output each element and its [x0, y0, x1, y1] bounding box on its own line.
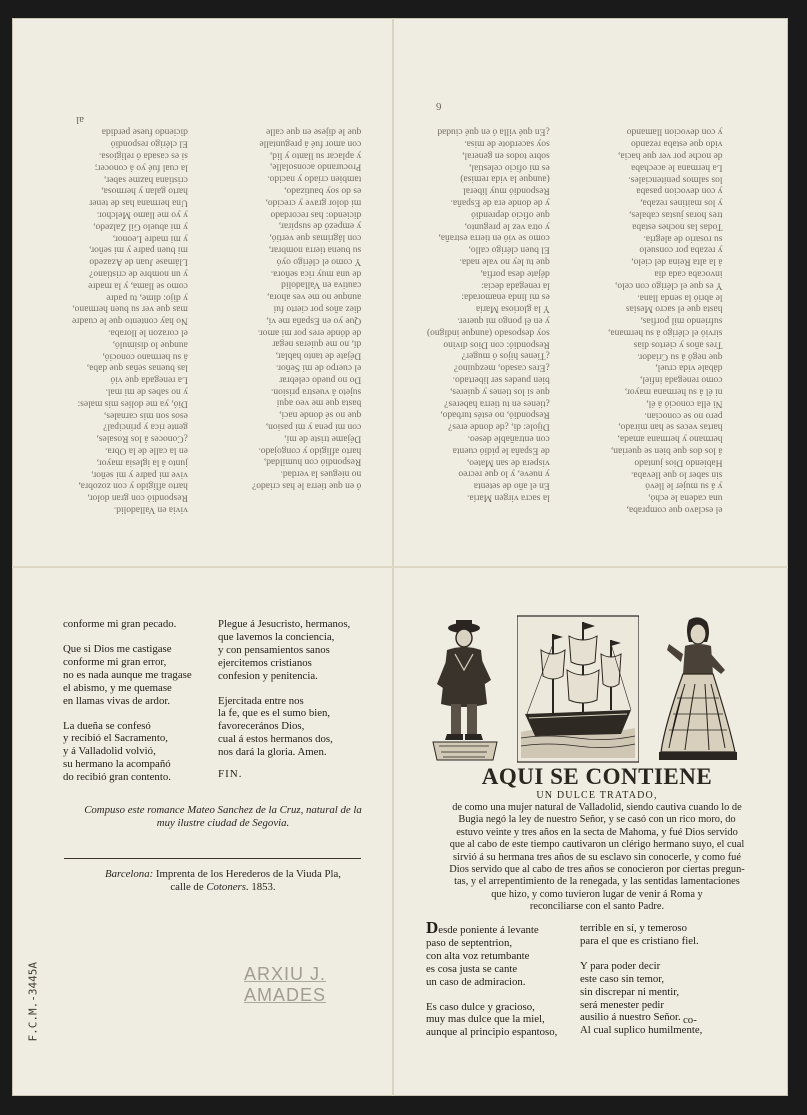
inverted-verse-line: ni él á su hermana mayor,: [624, 386, 723, 397]
inverted-verse-line: en la calle de la Obra.: [104, 445, 188, 456]
man-figure-woodcut: [427, 614, 501, 764]
inverted-verse-line: mas que ver su buen hermano,: [72, 303, 188, 314]
summary-line: Dios servido que al cabo de tres años se conocieron por ciertas pregun-: [449, 864, 745, 876]
archive-stamp: [242, 964, 328, 1014]
verse-line: ausilio á nuestro Señor.: [580, 1011, 681, 1024]
verse-line: Ejercitada entre nos: [218, 694, 304, 707]
verse-line: confesion y penitencia.: [218, 669, 318, 682]
inverted-verse-line: soy desposado (aunque indigno): [427, 327, 550, 338]
inverted-verse-line: Dió, ya me dolíes mis males:: [77, 398, 188, 409]
inverted-column-a: [608, 125, 723, 514]
broadside-sheet: [12, 18, 788, 1096]
verse-line: Al cual suplico humilmente,: [580, 1024, 703, 1037]
inverted-verse-line: á su hermano conoció,: [102, 350, 188, 361]
inverted-verse-line: déjate desa porfía,: [480, 268, 550, 279]
inverted-verse-line: ¿tienes en tu tierra haberes?: [444, 398, 550, 409]
inverted-verse-line: el cuerpo de mi Señor.: [275, 362, 362, 373]
verse-line: y recibió el Sacramento,: [63, 732, 168, 745]
inverted-verse-line: la sacra virgen María.: [467, 492, 550, 503]
inverted-verse-line: mi buen padre y mi señor,: [88, 244, 188, 255]
summary-paragraph: [409, 802, 785, 914]
inverted-verse-line: aunque no me ves ahora,: [267, 291, 362, 302]
inverted-verse-line: Díjole: di, ¿de donde eres?: [448, 421, 550, 432]
verse-line: que lavemos la conciencia,: [218, 630, 335, 643]
inverted-verse-line: Respondió con humildad,: [263, 457, 362, 468]
inverted-verse-line: que negó á su Criador.: [637, 350, 723, 361]
inverted-verse-line: Habiendo Dios juntado: [634, 457, 723, 468]
inverted-verse-line: y empezó de suspirar,: [278, 221, 362, 232]
inverted-verse-line: su buena tierra nombrar,: [268, 244, 362, 255]
inverted-verse-line: víspera de san Mateo,: [466, 457, 550, 468]
inverted-verse-line: y los maitines rezaba,: [640, 197, 723, 208]
left-verse-top: [63, 618, 176, 631]
inverted-verse-line: con entrañable deseo.: [467, 433, 550, 444]
inverted-verse-line: diciendo: has recordado: [270, 209, 362, 220]
drop-cap: D: [426, 918, 439, 937]
inverted-verse-line: con amor fué á preguntalle: [259, 138, 362, 149]
verse-line: muy mas dulce que la miel,: [426, 1013, 545, 1026]
inverted-verse-line: el corazon le lloraba.: [108, 327, 188, 338]
main-title: AQUI SE CONTIENE: [481, 764, 713, 789]
inverted-verse-line: como se vió en tierra estraña,: [438, 232, 550, 243]
verse-line: con alta voz retumbante: [426, 949, 530, 962]
inverted-verse-line: Y la gloriosa María: [475, 303, 550, 314]
inverted-verse-line: Respondió, no estés turbado,: [440, 409, 550, 420]
stamp-line-1: ARXIU J.: [243, 964, 326, 984]
inverted-verse-line: la cual fué yo á conocer;: [94, 162, 188, 173]
inverted-verse-line: harto afligido y con zozobra,: [78, 480, 188, 491]
inverted-verse-line: á los dos que bien se querian,: [610, 445, 723, 456]
inverted-verse-line: cristiana hazme saber,: [104, 173, 188, 184]
inverted-verse-line: harto afligido y congojado.: [258, 445, 362, 456]
inverted-verse-line: sufriendo mil porfias,: [640, 315, 723, 326]
inverted-verse-line: que si los tienes y quieres,: [449, 386, 550, 397]
inverted-verse-line: junto á la iglesia mayor,: [96, 457, 188, 468]
inverted-verse-line: Déjame triste de mí,: [284, 433, 362, 444]
inverted-verse-line: y otra vez le pregunto,: [464, 221, 550, 232]
inverted-verse-line: Llámase Juan de Azazedo: [89, 256, 188, 267]
inverted-verse-line: harto galan y hermosa,: [101, 185, 188, 196]
imprint-street: Cotoners: [206, 881, 246, 893]
inverted-verse-line: sin saber lo que llevaba.: [630, 468, 723, 479]
inverted-page: [12, 18, 788, 566]
inverted-page-number: 6: [436, 100, 442, 112]
inverted-verse-line: En el año de setenta: [473, 480, 550, 491]
inverted-column-b: [427, 125, 550, 503]
inverted-verse-line: La renegada que vió: [110, 374, 188, 385]
stanza-gap: [580, 948, 702, 960]
inverted-verse-line: Respondió con gran dolor,: [87, 492, 188, 503]
inverted-verse-line: le abrió la senda llana.: [637, 291, 723, 302]
inverted-verse-line: Todas las noches estaba: [632, 221, 723, 232]
inverted-verse-line: Que yo en España me ví,: [266, 315, 362, 326]
inverted-verse-line: con lágrimas que vertió,: [269, 232, 362, 243]
verse-line: Desde poniente á levante: [426, 918, 539, 937]
imprint-city: Barcelona:: [105, 868, 154, 880]
verse-line: no es nada aunque me tragase: [63, 668, 192, 681]
sailing-ship-woodcut: [517, 614, 639, 764]
verse-line: terrible en sí, y temeroso: [580, 922, 688, 934]
verse-line: nos dará la gloria. Amen.: [218, 746, 327, 759]
verse-line: conforme mi gran pecado.: [63, 618, 177, 630]
inverted-verse-line: y mi abuelo Gil Zalzedo,: [93, 221, 188, 232]
verse-line: este caso sin temor,: [580, 972, 665, 985]
inverted-verse-line: sirvió el clérigo á su hermana,: [608, 327, 723, 338]
inverted-verse-line: Do no puedo celebrar: [279, 374, 362, 385]
inverted-verse-line: esos son mis carnales,: [103, 409, 188, 420]
inverted-verse-line: Tres años y ciertos dias: [633, 339, 723, 350]
woman-figure-woodcut: [655, 614, 741, 764]
inverted-verse-line: que le dijese en que calle: [265, 126, 362, 137]
inverted-verse-line: es mi linda enamorada:: [461, 291, 550, 302]
inverted-verse-line: Y como el clérigo oyó: [276, 256, 362, 267]
inverted-verse-line: sujeto á vuestra prision.: [270, 386, 362, 397]
inverted-verse-line: no niegues la verdad.: [280, 468, 362, 479]
inverted-verse-line: cautiva en Valladolid: [281, 280, 362, 291]
inverted-verse-line: invocaba cada dia: [654, 268, 723, 279]
inverted-verse-line: si es casada ó religiosa.: [98, 150, 188, 161]
summary-line: estuvo veinte y tres años en la secta de Mahoma, y fué Dios servido: [456, 826, 738, 838]
inverted-verse-line: diciendo fuese perdida: [101, 126, 188, 137]
stamp-line-2: AMADES: [243, 985, 327, 1005]
inverted-column-d: [72, 125, 188, 514]
verse-line: Que si Dios me castigase: [63, 643, 172, 655]
inverted-verse-line: de España le pidió cuenta: [452, 445, 550, 456]
summary-line: Bugia negó la ley de nuestro Señor, y se casó con un rico moro, do: [458, 814, 736, 826]
imprint-printer: Imprenta de los Herederos de la Viuda Pla,: [153, 868, 341, 880]
inverted-verse-line: La hermana le acechaba: [630, 162, 723, 173]
inverted-verse-line: Procurando aconsolalle,: [269, 162, 362, 173]
inverted-verse-line: y aplacar su llanto y lid,: [269, 150, 362, 161]
verse-line: do recibió gran contento.: [63, 771, 171, 784]
inverted-verse-line: y en él pongo mi querer.: [457, 315, 550, 326]
verse-line: será menester pedir: [580, 998, 664, 1011]
verse-line: conforme mi gran error,: [63, 655, 167, 668]
inverted-verse-line: con mi pena y mi pasion,: [265, 421, 362, 432]
imprint: [78, 868, 368, 894]
verse-line: La dueña se confesó: [63, 719, 151, 732]
inverted-verse-line: dí, no me quieras negar: [272, 339, 362, 350]
inverted-verse-line: á la alta Reina del cielo,: [631, 256, 723, 267]
inverted-verse-line: y no sabes de mi mal.: [105, 386, 188, 397]
woodcut-illustrations: [427, 614, 767, 764]
verse-line: en llamas vivas de ardor.: [63, 694, 171, 707]
inverted-verse-line: ¿Conoces á los Rosales,: [96, 433, 188, 444]
stanza-gap: [63, 708, 192, 720]
inverted-verse-line: No hay contento que le cuadre: [72, 315, 188, 326]
inverted-verse-line: es mi oficio celestial,: [468, 162, 550, 173]
inverted-verse-line: hartas veces se han mirado,: [618, 421, 723, 432]
summary-line: de como una mujer natural de Valladolid, siendo cautiva cuando lo de: [452, 802, 742, 813]
subtitle: UN DULCE TRATADO,: [536, 790, 658, 801]
inverted-verse-line: gente rica y principal?: [103, 421, 188, 432]
inverted-verse-line: que no sé donde nací,: [279, 409, 362, 420]
imprint-year: . 1853.: [245, 881, 276, 893]
inverted-verse-line: pero no se conocian.: [644, 409, 723, 420]
verse-line: favorecerános Dios,: [218, 720, 305, 733]
inverted-catchword: al: [76, 114, 84, 126]
inverted-verse-line: sobre todos en general,: [462, 150, 550, 161]
inverted-verse-line: Respondió: con Dios divino: [443, 339, 550, 350]
inverted-verse-line: Ni ella conoció á él,: [646, 398, 723, 409]
inverted-verse-line: vivia en Valladolid.: [113, 504, 188, 515]
inverted-verse-line: como renegada infiel,: [639, 374, 723, 385]
verse-line: el abismo, y me quemase: [63, 681, 172, 694]
inverted-verse-line: y dijo: dime, tu padre: [106, 291, 188, 302]
verse-line: cual á estos hermanos dos,: [218, 733, 333, 746]
inverted-verse-line: y con devocion llamando: [626, 126, 723, 137]
right-verse-column-1: [426, 918, 558, 1039]
imprint-rule: [64, 858, 361, 859]
inverted-verse-line: dábale vida cruel,: [655, 362, 723, 373]
inverted-verse-line: la renegada decia:: [481, 280, 550, 291]
inverted-verse-line: ¿En qué villa ó en qué ciudad: [437, 126, 550, 137]
inverted-verse-line: y de donde era de España.: [450, 197, 550, 208]
inverted-verse-line: hermano y hermana amada,: [617, 433, 723, 444]
horizontal-fold: [12, 566, 788, 568]
inverted-verse-line: y mi madre Leonor,: [112, 232, 188, 243]
verse-line: ejercitemos cristianos: [218, 656, 312, 669]
inverted-verse-line: de noche por ver que hacia,: [618, 150, 723, 161]
stanza-gap: [218, 683, 350, 695]
inverted-verse-line: diez años por cierto fuí: [273, 303, 362, 314]
inverted-verse-line: y con devocion pasaba: [636, 185, 723, 196]
summary-line: que hizo, y como tuvieron lugar de venir á Roma y: [491, 888, 703, 900]
verse-line: Es caso dulce y gracioso,: [426, 1000, 535, 1013]
inverted-verse-line: tres horas justas cabales,: [629, 209, 723, 220]
inverted-verse-line: El buen clérigo callo,: [468, 244, 550, 255]
inverted-verse-line: es do soy bautizado,: [284, 185, 362, 196]
inverted-verse-line: y un nombre de cristiano?: [89, 268, 188, 279]
inverted-verse-line: tambien criado y nacido.: [267, 173, 362, 184]
inverted-verse-line: su rosario de alegría.: [643, 232, 723, 243]
verse-line: su hermano la acompañó: [63, 758, 171, 771]
summary-line: que al cabo de este tiempo cautivaron un clérigo hermano suyo, el cual: [449, 839, 745, 851]
verse-line: paso de septentrion,: [426, 936, 513, 949]
inverted-verse-line: ¿Eres casado, mezquino?: [453, 362, 550, 373]
inverted-verse-line: las buenas señas que daba,: [86, 362, 188, 373]
left-verse-column-2: [218, 618, 350, 759]
verse-line: para el que es cristiano fiel.: [580, 934, 699, 947]
inverted-verse-line: de una muy rica señora.: [270, 268, 362, 279]
inverted-verse-line: una cadena le echó,: [648, 492, 723, 503]
shelfmark-label: F.C.M.-3445A: [26, 962, 40, 1042]
inverted-verse-line: vive mi padre y mi señor,: [91, 468, 188, 479]
inverted-verse-line: de dónde eres por mi amor.: [257, 327, 362, 338]
inverted-verse-line: Respondió muy liberal: [463, 185, 550, 196]
inverted-verse-line: Una hermana has de tener: [89, 197, 188, 208]
inverted-verse-line: hasta que el sacro Mesías: [625, 303, 723, 314]
inverted-verse-line: ó en que tierra le has criado?: [252, 480, 362, 491]
inverted-verse-line: (aunque la vida remisa): [460, 173, 550, 184]
verse-line: aunque al principio espantoso,: [426, 1026, 558, 1039]
inverted-verse-line: ¿Tienes hijos ó muger?: [461, 350, 550, 361]
summary-line: sirvió á su hermana tres años de su esclavo sin conocerle, y como fué: [453, 851, 741, 863]
stanza-gap: [426, 989, 557, 1001]
inverted-verse-line: aunque lo disimuló,: [112, 339, 188, 350]
author-line-1: Compuso este romance Mateo Sanchez de la Cruz, natural de la: [84, 804, 362, 816]
verse-line: Plegue á Jesucristo, hermanos,: [218, 618, 351, 630]
verse-line: es cosa justa se cante: [426, 962, 518, 975]
summary-line: reconciliarse con el santo Padre.: [529, 901, 665, 913]
author-line-2: muy ilustre ciudad de Segovia.: [156, 817, 290, 829]
summary-line: tas, y el arrepentimiento de la renegada, y las sentidas lamentaciones: [454, 876, 740, 888]
inverted-verse-line: como se llama, y la madre: [88, 280, 188, 291]
inverted-verse-line: y rezaba por consuelo: [639, 244, 723, 255]
imprint-street-prefix: calle de: [170, 881, 207, 893]
inverted-verse-line: el esclavo que compraba,: [626, 504, 723, 515]
verse-line: y con pensamientos sanos: [218, 643, 330, 656]
inverted-column-c: [252, 125, 361, 491]
inverted-verse-line: los salmos penitenciales.: [628, 173, 723, 184]
inverted-verse-line: El clérigo respondió: [110, 138, 188, 149]
catchword: co-: [683, 1014, 697, 1026]
verse-line: Y para poder decir: [580, 959, 661, 972]
verse-line: y á Valladolid volvió,: [63, 745, 156, 758]
inverted-verse-line: y nueve, y lo que recreo: [458, 468, 550, 479]
inverted-verse-line: vido que estaba rezando: [630, 138, 723, 149]
inverted-verse-line: mi dolor grave y crecido,: [265, 197, 362, 208]
verse-line: la fe, que es el sumo bien,: [218, 707, 331, 720]
inverted-verse-line: Y es que el clérigo con celo,: [614, 280, 723, 291]
inverted-verse-line: y á su mujer le llevó: [645, 480, 723, 491]
inverted-verse-line: soy sacerdote de misa.: [464, 138, 550, 149]
inverted-verse-line: bien puedes ser libertado.: [452, 374, 550, 385]
left-verse-column-1: [63, 643, 192, 784]
inverted-verse-line: Déjate de tanto hablar,: [275, 350, 362, 361]
fin-label: FIN.: [218, 768, 243, 780]
inverted-verse-line: basta que me veo aquí: [276, 398, 362, 409]
author-note: [78, 804, 368, 830]
inverted-verse-line: que tu ley no vale nada.: [459, 256, 550, 267]
verse-line: un caso de admiracion.: [426, 975, 526, 988]
inverted-verse-line: y yo me llamo Melchor.: [96, 209, 188, 220]
verse-line: sin discrepar ni mentir,: [580, 985, 680, 998]
inverted-verse-line: que oficio deprendió: [471, 209, 550, 220]
